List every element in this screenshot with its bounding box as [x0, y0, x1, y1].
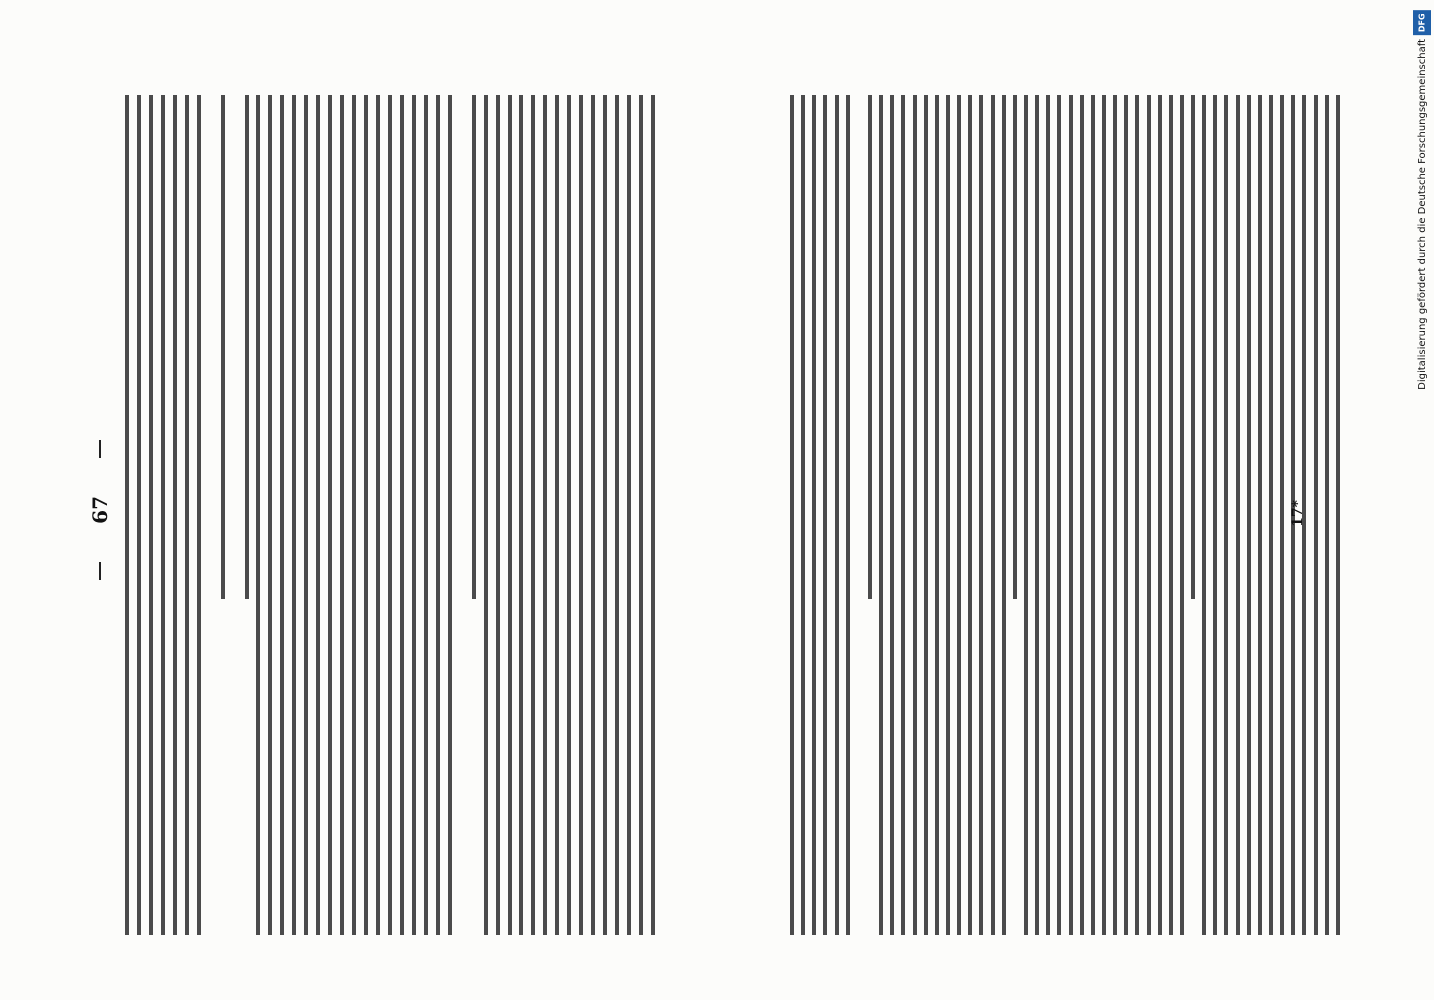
text-line: [979, 95, 983, 935]
text-line: [835, 95, 839, 935]
text-line: [913, 95, 917, 935]
text-line: [340, 95, 344, 935]
page-footer-mark: 17*: [1290, 500, 1306, 527]
text-line: [567, 95, 571, 935]
text-line: [1180, 95, 1184, 935]
text-line: [161, 95, 165, 935]
text-line: [1224, 95, 1228, 935]
text-line: [615, 95, 619, 935]
dash: [99, 562, 101, 580]
text-line: [801, 95, 805, 935]
text-line: [639, 95, 643, 935]
watermark-text: Digitalisierung gefördert durch die Deutsche Forschungsgemeinschaft: [1416, 39, 1428, 390]
text-line: [1236, 95, 1240, 935]
text-line: [591, 95, 595, 935]
text-line: [1314, 95, 1318, 935]
dash: [99, 440, 101, 458]
text-line: [245, 95, 249, 599]
text-line: [352, 95, 356, 935]
page-number: 67: [88, 496, 112, 524]
text-line: [924, 95, 928, 935]
text-line: [316, 95, 320, 935]
text-line: [484, 95, 488, 935]
text-line: [603, 95, 607, 935]
text-line: [412, 95, 416, 935]
text-line: [508, 95, 512, 935]
text-line: [448, 95, 452, 935]
text-line: [376, 95, 380, 935]
text-line: [1091, 95, 1095, 935]
text-line: [221, 95, 225, 599]
text-line: [868, 95, 872, 599]
text-line: [812, 95, 816, 935]
digitization-watermark: [1412, 10, 1432, 390]
text-line: [1247, 95, 1251, 935]
text-line: [1202, 95, 1206, 935]
text-line: [197, 95, 201, 935]
text-line: [651, 95, 655, 935]
text-line: [627, 95, 631, 935]
text-line: [1191, 95, 1195, 599]
line-gap: [857, 95, 861, 935]
text-line: [364, 95, 368, 935]
text-line: [173, 95, 177, 935]
text-line: [1002, 95, 1006, 935]
left-text-column: [125, 95, 655, 935]
text-line: [328, 95, 332, 935]
page-number-block: [85, 440, 115, 580]
text-line: [1102, 95, 1106, 935]
text-line: [1124, 95, 1128, 935]
text-line: [292, 95, 296, 935]
text-line: [436, 95, 440, 935]
text-line: [472, 95, 476, 599]
text-line: [543, 95, 547, 935]
text-line: [185, 95, 189, 935]
text-line: [823, 95, 827, 935]
text-line: [1325, 95, 1329, 935]
text-line: [555, 95, 559, 935]
text-line: [790, 95, 794, 935]
text-line: [400, 95, 404, 935]
text-line: [424, 95, 428, 935]
right-text-column: [790, 95, 1340, 935]
text-line: [1147, 95, 1151, 935]
text-line: [935, 95, 939, 935]
text-line: [1135, 95, 1139, 935]
dfg-logo: DFG: [1413, 10, 1431, 35]
text-line: [1013, 95, 1017, 599]
text-line: [1113, 95, 1117, 935]
text-line: [519, 95, 523, 935]
line-gap: [209, 95, 213, 935]
text-line: [846, 95, 850, 935]
text-line: [149, 95, 153, 935]
text-line: [1035, 95, 1039, 935]
text-line: [1169, 95, 1173, 935]
text-line: [991, 95, 995, 935]
text-line: [1158, 95, 1162, 935]
text-line: [1046, 95, 1050, 935]
text-line: [496, 95, 500, 935]
text-line: [879, 95, 883, 935]
text-line: [268, 95, 272, 935]
text-line: [890, 95, 894, 935]
text-line: [388, 95, 392, 935]
text-line: [1069, 95, 1073, 935]
text-line: [946, 95, 950, 935]
line-gap: [460, 95, 464, 935]
text-line: [1269, 95, 1273, 935]
text-line: [531, 95, 535, 935]
text-line: [280, 95, 284, 935]
text-line: [1024, 95, 1028, 935]
text-line: [579, 95, 583, 935]
text-line: [901, 95, 905, 935]
text-line: [125, 95, 129, 935]
text-line: [1057, 95, 1061, 935]
text-line: [1258, 95, 1262, 935]
text-line: [968, 95, 972, 935]
text-line: [1213, 95, 1217, 935]
text-line: [304, 95, 308, 935]
text-line: [957, 95, 961, 935]
line-gap: [233, 95, 237, 935]
text-line: [256, 95, 260, 935]
text-line: [1336, 95, 1340, 935]
text-line: [1280, 95, 1284, 935]
text-line: [137, 95, 141, 935]
text-line: [1080, 95, 1084, 935]
